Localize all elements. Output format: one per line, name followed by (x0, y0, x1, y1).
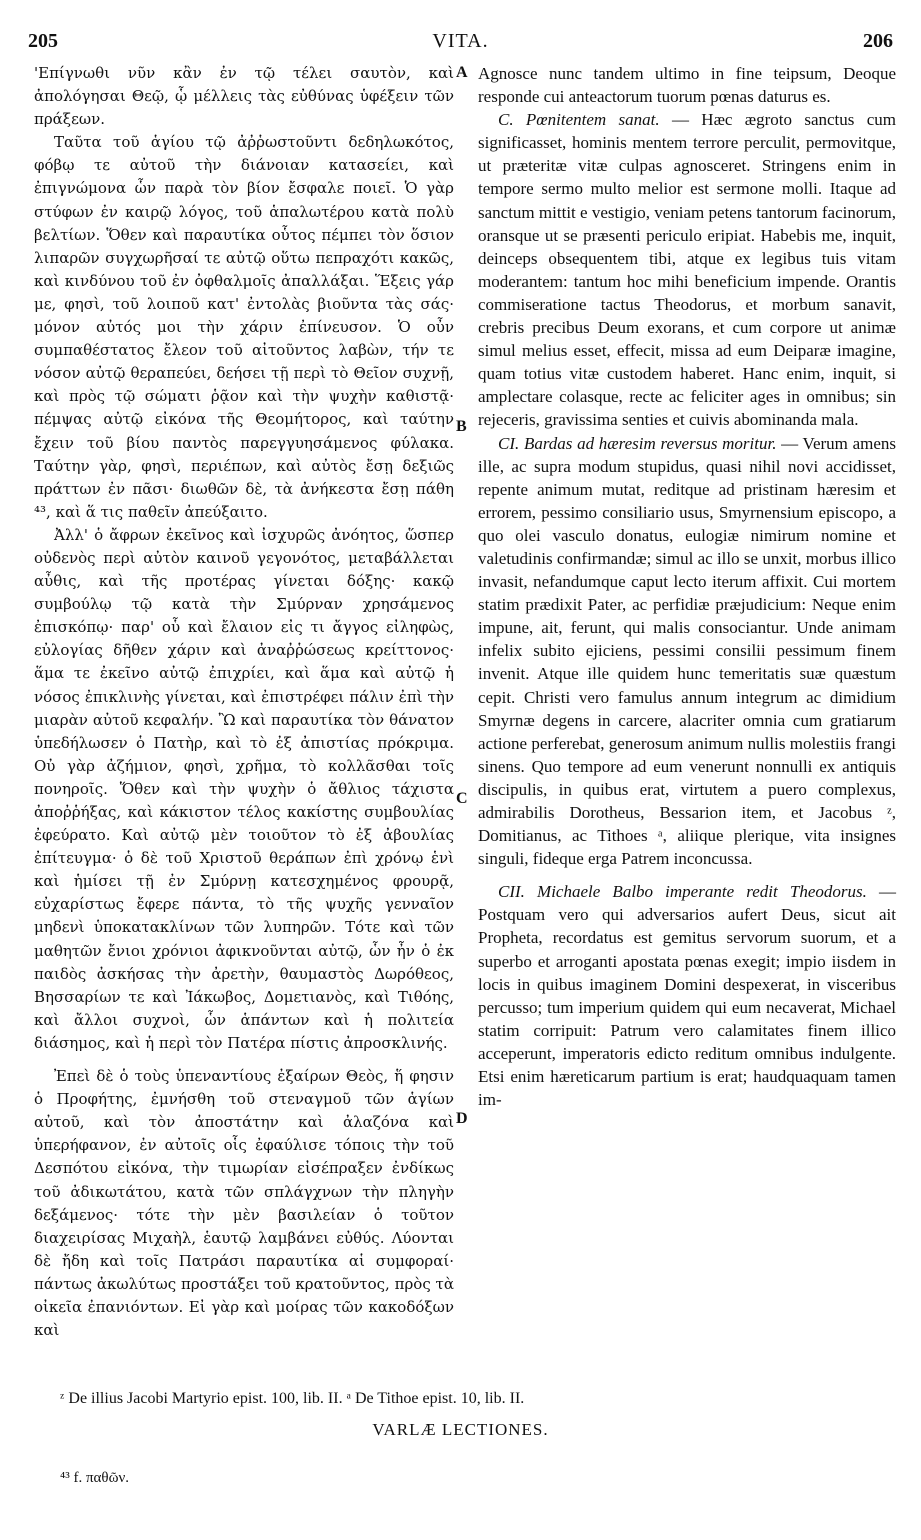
section-text: — Verum amens ille, ac supra modum stupidus, quasi nihil novi accidisset, repente animum mutat, reditque ad pristinam hæresim et errorem, pessimo consiliario usus, Smyrnensium episcopo, a quo olei vasculo donatus, eulogiæ nimirum nomine et valetudinis confirmandæ; simul ac illo se unxit, morbus illico invasit, nefandumque caput lecto iterum affixit. Cui mortem statim prædixit Pater, ac perfidiæ præjudicium: Neque enim impune, ait, ferunt, qui malis consociantur. Unde animam infelix subito ejiciens, pessimi consilii pessimum finem invenit. Atque ille quidem hunc temeritatis suæ quæstum cepit. Christi vero famulus annum integrum ac dimidium Smyrnæ degens in carcere, alacriter omnia cum gratiarum actione perferebat, generosum animum nullis molestiis frangi sinens. Quo tempore ad eum venerunt nonnulli ex antiquis discipulis, in quibus erat, virtutem a puero complexus, admirabilis Dorotheus, Bessarion item, et Jacobus ᶻ, Domitianus, ac Tithoes ᵃ, aliique plerique, vita insignes singuli, fideque erga Patrem inconcussa. (478, 433, 896, 869)
section-text: — Postquam vero qui adversarios aufert Deus, sicut ait Propheta, recordatus est gemitus servorum suorum, et a superbo et arroganti apostata pœnas exegit; impio iisdem in locis in quibus imaginem Domini despexerat, in visceribus percusso; tum imperium quidem qui eum necaverat, Michael statim corripuit: Patrum vero calamitates finem illico acceperunt, imperatoris edicto reditum omnibus indulgente. Etsi enim hæreticarum partium is erat; haudquaquam tamen im- (478, 882, 896, 1110)
greek-paragraph: Ἐπεὶ δὲ ὁ τοὺς ὑπεναντίους ἐξαίρων Θεὸς, ἥ φησιν ὁ Προφήτης, ἐμνήσθη τοῦ στεναγμοῦ τῶν ἁγίων αὐτοῦ, καὶ τὸν ἀποστάτην καὶ ἀλαζόνα καὶ ὑπερήφανον, ἐν αὐτοῖς οἷς ἐφαύλισε τόποις τὴν τοῦ Δεσπότου εἰκόνα, τὴν τιμωρίαν εἰσέπραξεν ἐνδίκως τοῦ ἀδικωτάτου, κατὰ τῶν σπλάγχνων τὴν πληγὴν δεξάμενος· τότε τὴν μὲν βασιλείαν ὁ τοῦτον διαχειρίσας Μιχαὴλ, ἑαυτῷ λαμβάνει εὐθύς. Λύονται δὲ ἤδη καὶ τοῖς Πατράσι παραυτίκα αἱ συμφοραί· πάντως ἀκωλύτως προστάξει τοῦ κρατοῦντος, πρὸς τὰ οἰκεῖα ἐπανιόντων. Εἰ γὰρ καὶ μοίρας τῶν κακοδόξων καὶ (34, 1067, 454, 1340)
greek-paragraph: Ἀλλ' ὁ ἄφρων ἐκεῖνος καὶ ἰσχυρῶς ἀνόητος, ὥσπερ οὐδενὸς περὶ αὐτὸν καινοῦ γεγονότος, μεταβάλλεται αὖθις, καὶ τῆς προτέρας γίνεται δόξης· κακῷ συμβούλῳ τῷ κατὰ τὴν Σμύρναν χρησάμενος ἐπισκόπῳ· παρ' οὗ καὶ ἔλαιον εἰς τι ἄγγος εἰληφὼς, εὐλογίας δῆθεν χάριν καὶ ἀναῤῥώσεως κρείττονος· ἅμα τε ἐκεῖνο αὐτῷ ἐπιχρίει, καὶ ἅμα καὶ αὐτῷ ἡ νόσος ἐπικλινὴς γίνεται, καὶ ἐπιστρέφει πάλιν ἐπὶ τὴν μιαρὰν αὐτοῦ κεφαλήν. Ὢ καὶ παραυτίκα τὸν θάνατον ὑπεδήλωσεν ὁ Πατὴρ, καὶ τὸ ἐξ ἀπιστίας πρόκριμα. Οὐ γὰρ ἀζήμιον, φησὶ, χρῆμα, τὸ κολλᾶσθαι τοῖς πονηροῖς. Ὅθεν καὶ τὴν ψυχὴν ὁ ἄθλιος τάχιστα ἀποῤῥήξας, καὶ κάκιστον τέλος κακίστης συμβουλίας ἐφεύρατο. Καὶ αὐτῷ μὲν τοιοῦτον τὸ ἐξ ἀβουλίας ἐπίτευγμα· ὁ δὲ τοῦ Χριστοῦ θεράπων ἐπὶ χρόνῳ ἑνὶ καὶ ἡμίσει τῇ ἐν Σμύρνῃ κατεσχημένος φρουρᾷ, εὐχαρίστως ἔφερε πάντα, τὸ τῆς ψυχῆς γενναῖον μηδενὶ ὑποκατακλίνων τῶν λυπηρῶν. Τότε καὶ τῶν μαθητῶν ἔνιοι χρόνιοι ἀφικνοῦνται αὐτῷ, ὧν ἦν ὁ ἐκ παιδὸς ἀσκήσας τὴν ἀρετὴν, θαυμαστὸς Δωρόθεος, Βησσαρίων τε καὶ Ἰάκωβος, Δομετιανὸς, καὶ Τιθόης, καὶ ἄλλοι συχνοὶ, ὧν ἁπάντων καὶ ἡ πολιτεία διάσημος, καὶ ἡ περὶ τὸν Πατέρα πίστις ἀπροσκλινής. (34, 525, 454, 1052)
margin-marker-d: D (456, 1110, 468, 1127)
section-heading: C. Pœnitentem sanat. (498, 110, 660, 130)
footnotes: ᶻ De illius Jacobi Martyrio epist. 100, lib. II. ᵃ De Tithoe epist. 10, lib. II. (60, 1390, 525, 1407)
greek-column (34, 62, 454, 1342)
latin-section-ci (478, 432, 896, 871)
margin-marker-c: C (456, 790, 468, 807)
page-header (28, 24, 893, 58)
latin-column (478, 62, 896, 1111)
section-heading: CII. Michaele Balbo imperante redit Theodorus. (498, 882, 867, 902)
latin-section-c (478, 108, 896, 431)
margin-marker-b: B (456, 418, 467, 435)
variae-lectiones-title: VARLÆ LECTIONES. (372, 1420, 549, 1439)
page-number-right: 206 (863, 30, 893, 52)
section-heading: CI. Bardas ad hæresim reversus moritur. (498, 433, 777, 453)
running-title: VITA. (432, 30, 489, 52)
latin-section-cii (478, 880, 896, 1111)
margin-marker-a: A (456, 64, 468, 81)
section-text: — Hæc ægroto sanctus cum significasset, hominis mentem terrore perculit, permovitque, ut præteritæ vitæ culpas agnosceret. Stringens enim in tempore sermo multo melior est sermone molli. Itaque ad sanctum mittit e vestigio, veniam petens tantorum facinorum, oransque ut se præsenti periculo eripiat. Habebis me, inquit, deinceps obsequentem tibi, atque ex legibus tuis vitam moderantem: tantum hoc mihi beneficium impende. Orantis commiseratione tactus Theodorus, et morbum sanavit, crebris precibus Deum exorans, et cum corpore ut animæ simul melius esset, effecit, missa ad eum Deiparæ imagine, quam totius vitæ custodem haberet. Hanc enim, inquit, si amplectare colasque, recte ac feliciter ages in omnibus; sin rejeceris, gravissima senties et cuivis abominanda mala. (478, 110, 896, 430)
page-number-left: 205 (28, 30, 58, 52)
latin-paragraph: Agnosce nunc tandem ultimo in fine teipsum, Deoque responde cui anteactorum tuorum pœnas daturus es. (478, 64, 896, 107)
greek-paragraph: Ταῦτα τοῦ ἁγίου τῷ ἀῤῥωστοῦντι δεδηλωκότος, φόβῳ τε αὐτοῦ τὴν διάνοιαν κατασείει, καὶ ἐπιγνώμονα ὧν παρὰ τὸν βίον ἔσφαλε ποιεῖ. Ὁ γὰρ στύφων ἐν καιρῷ λόγος, τοῦ ἁπαλωτέρου κατὰ πολὺ βελτίων. Ὅθεν καὶ παραυτίκα οὗτος πέμπει τὸν ὅσιον λιπαρῶν συγχωρῆσαί τε αὐτῷ οὕτω πεπραχότι κακῶς, καὶ κινδύνου τοῦ ἐν ὀφθαλμοῖς ἀπαλλάξαι. Ἕξεις γάρ με, φησὶ, τοῦ λοιποῦ κατ' ἐντολὰς βιοῦντα τὰς σάς· μόνον αὐτός μοι τὴν χάριν ἐπίνευσον. Ὁ οὖν συμπαθέστατος ἔλεον τοῦ αἰτοῦντος λαβὼν, τήν τε νόσον αὐτῷ θεραπεύει, δεήσει τῇ περὶ τὸ Θεῖον συχνῇ, καὶ πρὸς τῷ σώματι ῥᾷον καὶ τὴν ψυχὴν καθιστᾷ· πέμψας αὐτῷ εἰκόνα τῆς Θεομήτορος, καὶ ταύτην ἔχειν τοῦ βίου παντὸς παρεγγυησάμενος φύλακα. Ταύτην γὰρ, φησὶ, περιέπων, καὶ αὐτὸς ἔσῃ δεξιῶς πράττων ἐν πᾶσι· διωθῶν δὲ, τὰ ἀνήκεστα ἔσῃ πάθη ⁴³, καὶ ἅ τις παθεῖν ἀπεύξαιτο. (34, 133, 454, 521)
variant-note-43: ⁴³ f. παθῶν. (60, 1470, 129, 1486)
greek-paragraph: 'Επίγνωθι νῦν κἂν ἐν τῷ τέλει σαυτὸν, καὶ ἀπολόγησαι Θεῷ, ᾧ μέλλεις τὰς εὐθύνας ὑφέξειν τῶν πράξεων. (34, 64, 454, 129)
